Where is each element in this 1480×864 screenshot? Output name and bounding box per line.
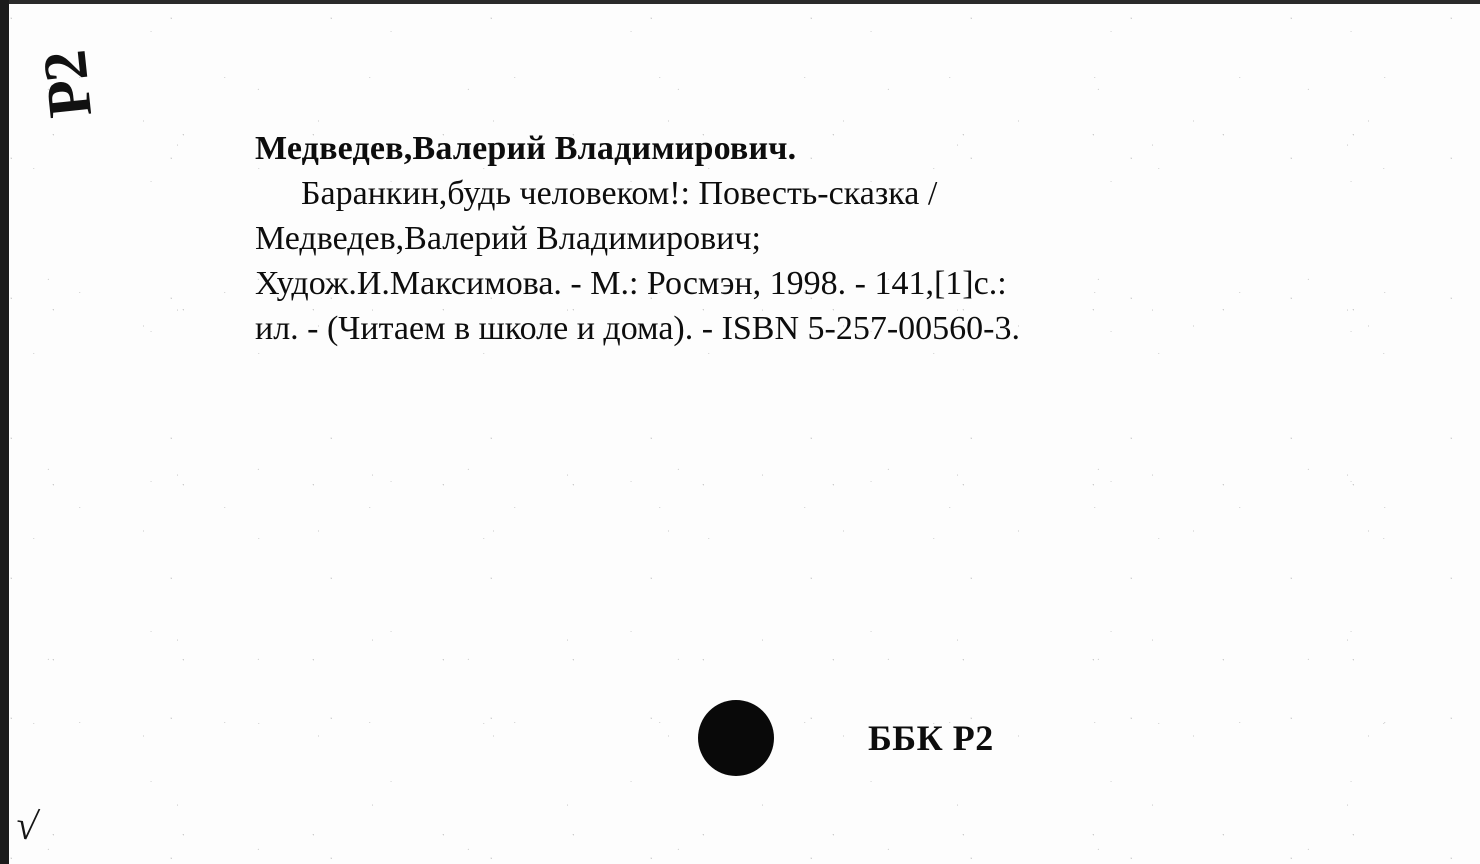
record-line-series-isbn: ил. - (Читаем в школе и дома). - ISBN 5-257-00560-3.	[255, 310, 1020, 347]
record-line-author: Медведев,Валерий Владимирович.	[255, 130, 797, 167]
record-line-imprint: Худож.И.Максимова. - М.: Росмэн, 1998. - 141,[1]с.:	[255, 265, 1007, 302]
bibliographic-record	[255, 126, 1425, 351]
record-line-title: Баранкин,будь человеком!: Повесть-сказка /	[301, 175, 938, 212]
record-line-responsibility: Медведев,Валерий Владимирович;	[255, 220, 761, 257]
handwritten-shelf-mark: Р2	[30, 48, 106, 121]
ink-dot-mark	[698, 700, 774, 776]
pen-check-mark: √	[12, 801, 41, 850]
card-left-edge	[0, 0, 9, 864]
card-top-edge	[0, 0, 1480, 4]
classification-block	[698, 700, 994, 776]
bbk-classification-label: ББК Р2	[868, 718, 994, 758]
